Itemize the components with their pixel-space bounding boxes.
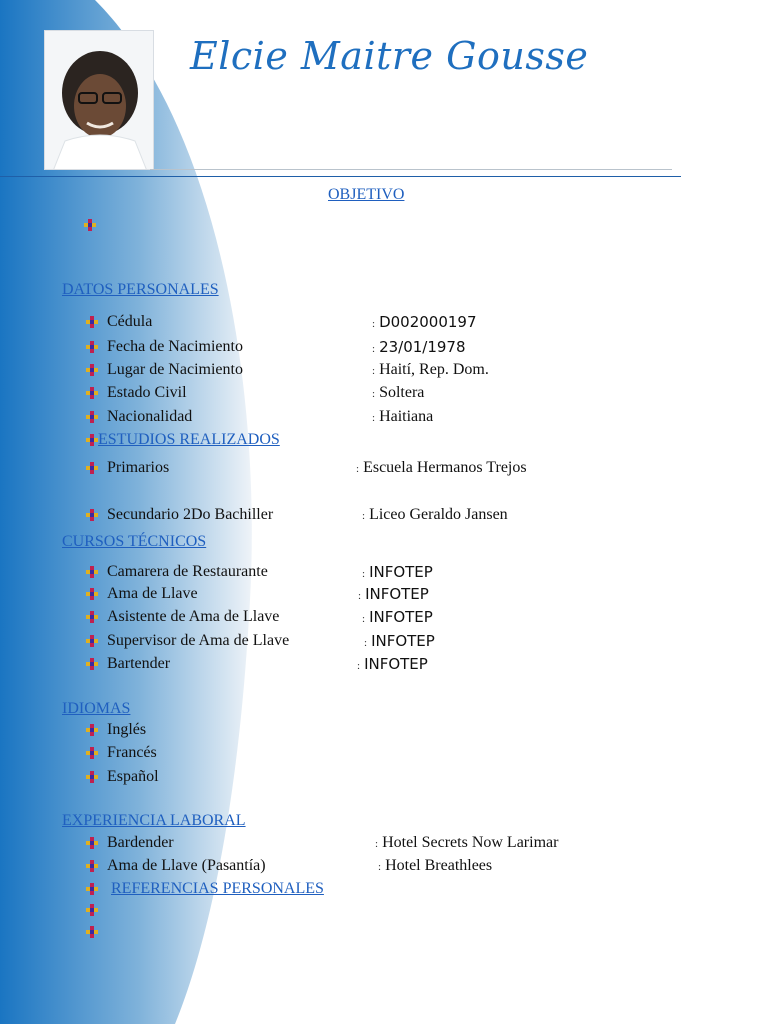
- arrow-cross-bullet-icon: [84, 219, 96, 231]
- arrow-cross-bullet-icon: [86, 387, 98, 399]
- arrow-cross-bullet-icon: [86, 635, 98, 647]
- experiencia-heading: EXPERIENCIA LABORAL: [62, 812, 246, 829]
- arrow-cross-bullet-icon: [86, 883, 98, 895]
- datos-label: Lugar de Nacimiento: [107, 361, 243, 378]
- datos-label: Cédula: [107, 313, 153, 330]
- arrow-cross-bullet-icon: [86, 316, 98, 328]
- estudios-value: : Liceo Geraldo Jansen: [362, 506, 508, 523]
- arrow-cross-bullet-icon: [86, 904, 98, 916]
- datos-label: Nacionalidad: [107, 408, 193, 425]
- estudios-label: Primarios: [107, 459, 170, 476]
- experiencia-label: Ama de Llave (Pasantía): [107, 857, 266, 874]
- arrow-cross-bullet-icon: [86, 724, 98, 736]
- datos-value: : Haitiana: [372, 408, 434, 425]
- experiencia-value: : Hotel Secrets Now Larimar: [375, 834, 559, 851]
- idioma-item: Francés: [107, 744, 157, 761]
- datos-value: : 23/01/1978: [372, 338, 466, 356]
- arrow-cross-bullet-icon: [86, 509, 98, 521]
- experiencia-label: Bardender: [107, 834, 174, 851]
- curso-label: Camarera de Restaurante: [107, 563, 268, 580]
- datos-value: : D002000197: [372, 313, 477, 331]
- datos-value: : Haití, Rep. Dom.: [372, 361, 489, 378]
- curso-label: Supervisor de Ama de Llave: [107, 632, 290, 649]
- curso-value: : INFOTEP: [357, 655, 428, 673]
- estudios-label: Secundario 2Do Bachiller: [107, 506, 274, 523]
- cursos-heading: CURSOS TÉCNICOS: [62, 533, 207, 550]
- arrow-cross-bullet-icon: [86, 747, 98, 759]
- curso-label: Ama de Llave: [107, 585, 198, 602]
- arrow-cross-bullet-icon: [86, 364, 98, 376]
- arrow-cross-bullet-icon: [86, 837, 98, 849]
- arrow-cross-bullet-icon: [86, 566, 98, 578]
- idioma-item: Inglés: [107, 721, 147, 738]
- curso-label: Asistente de Ama de Llave: [107, 608, 280, 625]
- curso-label: Bartender: [107, 655, 171, 672]
- estudios-value: : Escuela Hermanos Trejos: [356, 459, 527, 476]
- referencias-heading: REFERENCIAS PERSONALES: [111, 880, 324, 897]
- datos-label: Fecha de Nacimiento: [107, 338, 243, 355]
- name-title: Elcie Maitre Gousse: [190, 34, 589, 78]
- divider: [150, 169, 672, 170]
- arrow-cross-bullet-icon: [86, 860, 98, 872]
- curso-value: : INFOTEP: [362, 608, 433, 626]
- objetivo-heading: OBJETIVO: [328, 186, 405, 203]
- arrow-cross-bullet-icon: [86, 434, 98, 446]
- estudios-heading: ESTUDIOS REALIZADOS: [98, 431, 280, 448]
- arrow-cross-bullet-icon: [86, 462, 98, 474]
- datos-value: : Soltera: [372, 384, 425, 401]
- datos-personales-heading: DATOS PERSONALES: [62, 281, 219, 298]
- arrow-cross-bullet-icon: [86, 611, 98, 623]
- profile-photo: [44, 30, 154, 170]
- curso-value: : INFOTEP: [362, 563, 433, 581]
- arrow-cross-bullet-icon: [86, 341, 98, 353]
- divider-accent: [0, 176, 681, 177]
- arrow-cross-bullet-icon: [86, 926, 98, 938]
- arrow-cross-bullet-icon: [86, 588, 98, 600]
- idiomas-heading: IDIOMAS: [62, 700, 131, 717]
- curso-value: : INFOTEP: [364, 632, 435, 650]
- idioma-item: Español: [107, 768, 159, 785]
- datos-label: Estado Civil: [107, 384, 187, 401]
- curso-value: : INFOTEP: [358, 585, 429, 603]
- arrow-cross-bullet-icon: [86, 771, 98, 783]
- experiencia-value: : Hotel Breathlees: [378, 857, 493, 874]
- arrow-cross-bullet-icon: [86, 658, 98, 670]
- arrow-cross-bullet-icon: [86, 411, 98, 423]
